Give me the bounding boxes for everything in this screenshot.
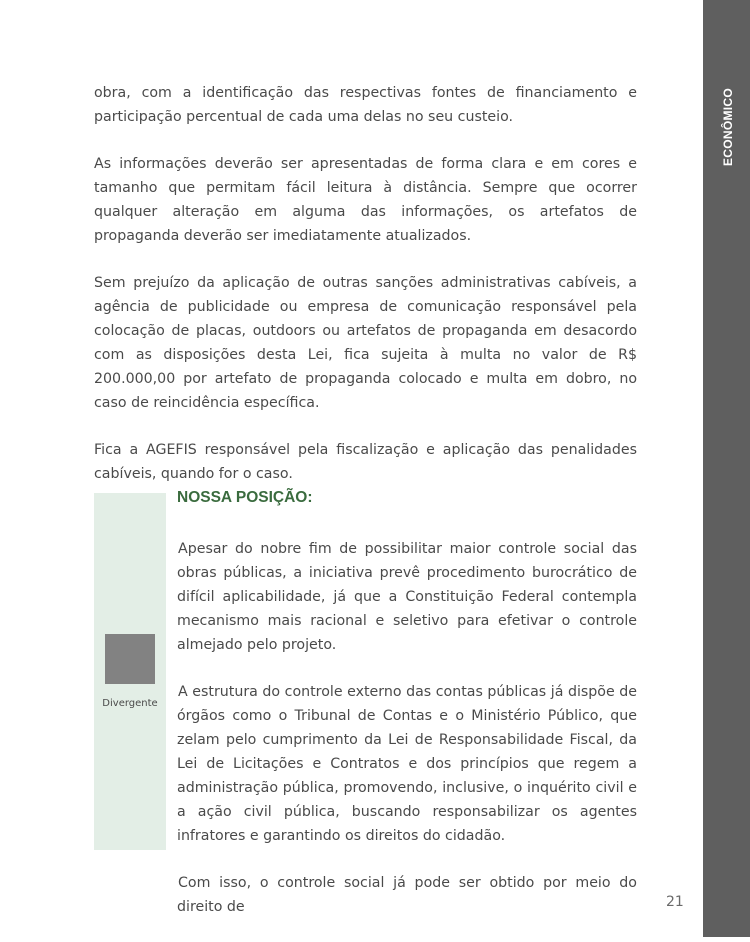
page-number: 21 [666,894,684,910]
position-text [177,537,637,942]
body-paragraph: As informações deverão ser apresentadas de forma clara e em cores e tamanho que permitam fácil leitura à distância. Sempre que ocorrer qualquer alteração em alguma das informações, os artefatos de propaganda deverão ser imediatamente atualizados. [94,156,637,244]
position-paragraph: Apesar do nobre fim de possibilitar maior controle social das obras públicas, a iniciativa prevê procedimento burocrático de difícil aplicabilidade, já que a Constituição Federal contempla mecanismo mais racional e seletivo para efetivar o controle almejado pelo projeto. [177,541,637,653]
section-label: ECONÔMICO [721,87,735,167]
position-indicator-square [105,634,155,684]
position-paragraph: Com isso, o controle social já pode ser obtido por meio do direito de [177,875,637,915]
body-paragraph: Sem prejuízo da aplicação de outras sanções administrativas cabíveis, a agência de publicidade ou empresa de comunicação responsável pela colocação de placas, outdoors ou artefatos de propaganda em desacordo com as disposições desta Lei, fica sujeita à multa no valor de R$ 200.000,00 por artefato de propaganda colocado e multa em dobro, no caso de reincidência específica. [94,275,637,411]
position-indicator-label: Divergente [102,698,158,709]
position-title: NOSSA POSIÇÃO: [177,489,313,506]
position-indicator-box [94,493,166,850]
body-paragraph: obra, com a identificação das respectivas fontes de financiamento e participação percentual de cada uma delas no seu custeio. [94,85,637,125]
body-paragraph: Fica a AGEFIS responsável pela fiscalização e aplicação das penalidades cabíveis, quando for o caso. [94,442,637,482]
position-paragraph: A estrutura do controle externo das contas públicas já dispõe de órgãos como o Tribunal de Contas e o Ministério Público, que zelam pelo cumprimento da Lei de Responsabilidade Fiscal, da Lei de Licitações e Contratos e dos princípios que regem a administração pública, promovendo, inclusive, o inquérito civil e a ação civil pública, buscando responsabilizar os agentes infratores e garantindo os direitos do cidadão. [177,684,637,844]
body-text [94,81,637,509]
